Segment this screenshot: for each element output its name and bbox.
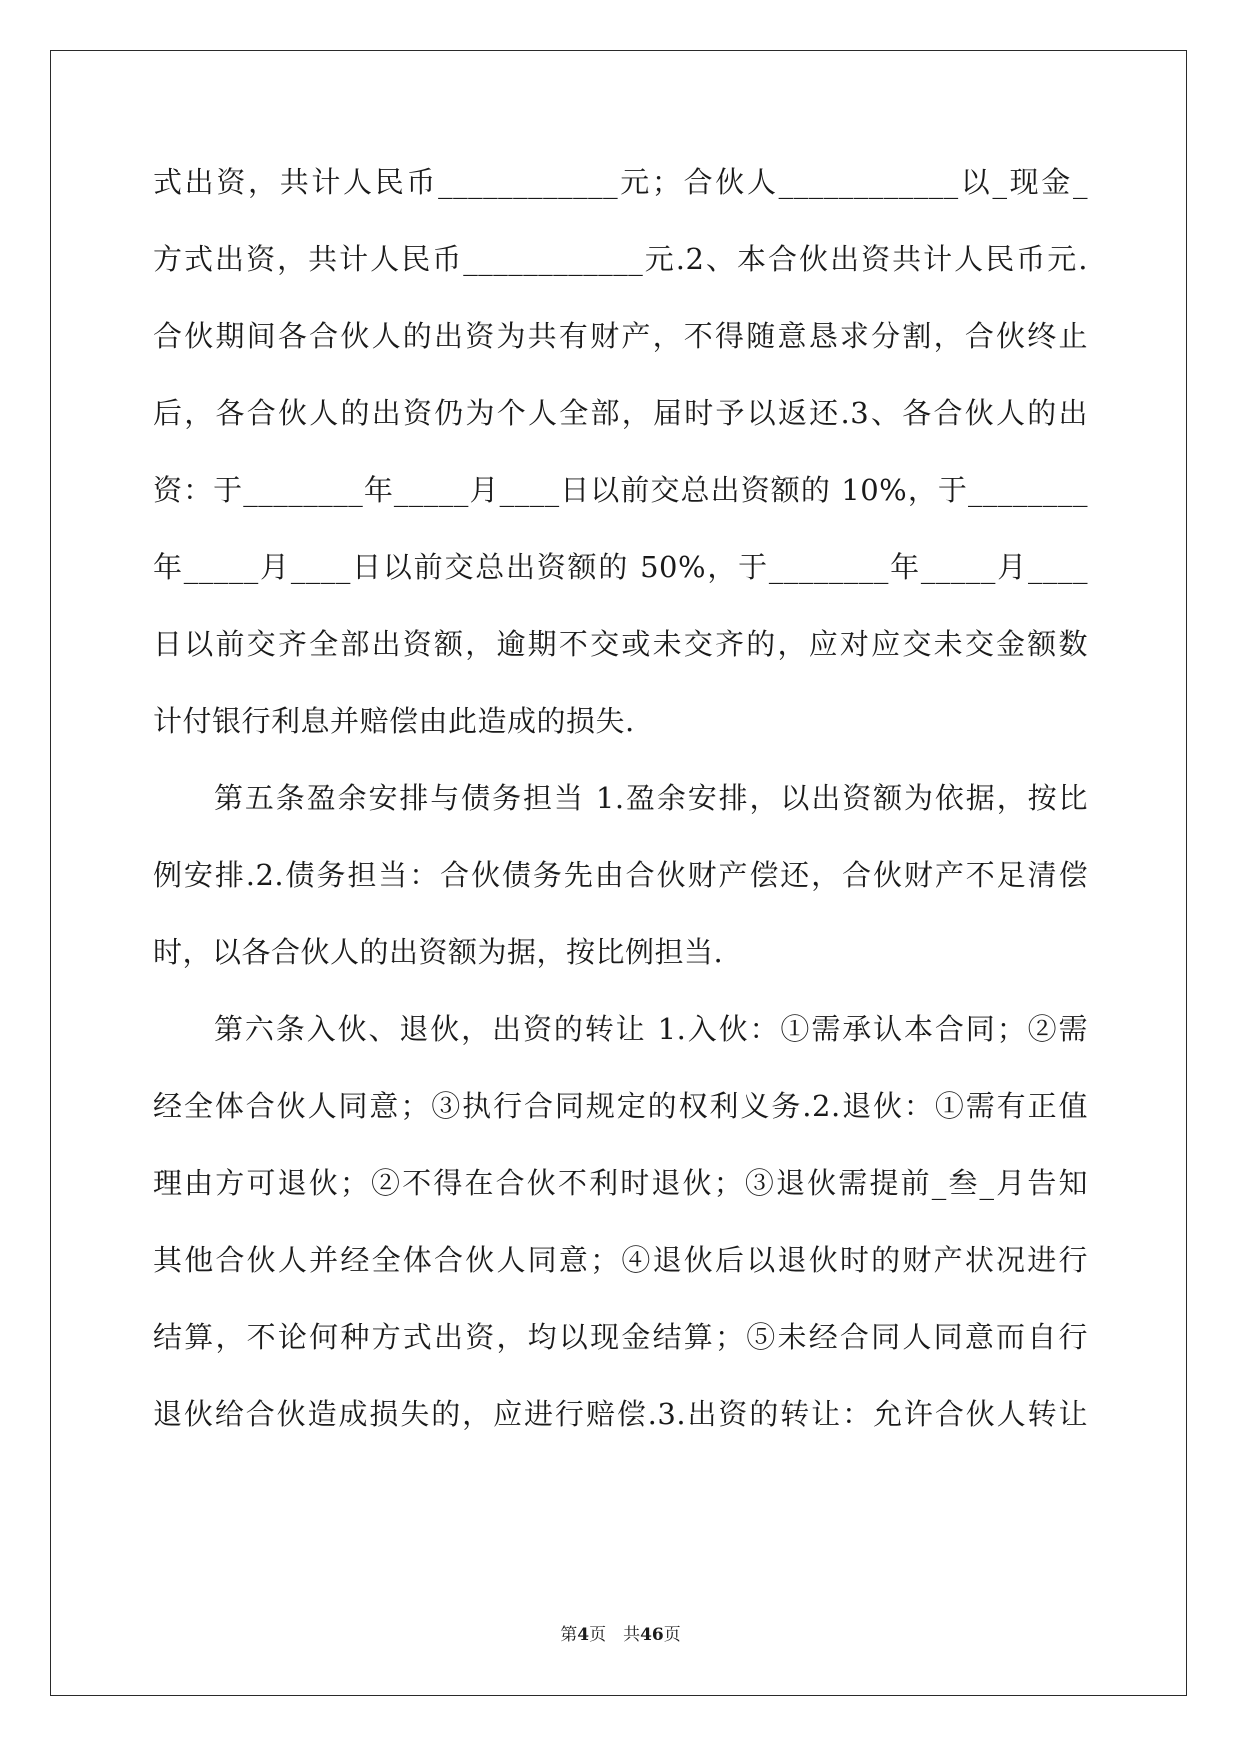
paragraph-article-5 (153, 778, 1088, 1009)
text-line: 时，以各合伙人的出资额为据，按比例担当. (153, 935, 724, 969)
paragraph-contribution (153, 162, 1088, 778)
text-line: 其他合伙人并经全体合伙人同意；④退伙后以退伙时的财产状况进行 (153, 1243, 1088, 1277)
text-line: 日以前交齐全部出资额，逾期不交或未交齐的，应对应交未交金额数 (153, 627, 1088, 661)
text-line: 结算，不论何种方式出资，均以现金结算；⑤未经合同人同意而自行 (153, 1320, 1088, 1354)
text-line: 退伙给合伙造成损失的，应进行赔偿.3.出资的转让：允许合伙人转让 (153, 1397, 1088, 1431)
paragraph-article-6 (153, 1009, 1088, 1471)
footer-prefix: 第 (560, 1625, 578, 1645)
text-line: 方式出资，共计人民币____________元.2、本合伙出资共计人民币元. (153, 242, 1088, 276)
text-line: 合伙期间各合伙人的出资为共有财产，不得随意恳求分割，合伙终止 (153, 319, 1088, 353)
text-line: 年_____月____日以前交总出资额的 50%，于________年_____月____ (153, 550, 1088, 584)
current-page-number: 4 (577, 1625, 590, 1645)
document-body (153, 162, 1088, 1471)
text-line: 资：于________年_____月____日以前交总出资额的 10%，于________ (153, 473, 1088, 507)
text-line: 理由方可退伙；②不得在合伙不利时退伙；③退伙需提前_叁_月告知 (153, 1166, 1088, 1200)
text-line: 式出资，共计人民币____________元；合伙人____________以_现金_ (153, 165, 1088, 199)
text-line: 第六条入伙、退伙，出资的转让 1.入伙：①需承认本合同；②需 (214, 1012, 1088, 1046)
total-page-count: 46 (640, 1625, 664, 1645)
text-line: 例安排.2.债务担当：合伙债务先由合伙财产偿还，合伙财产不足清偿 (153, 858, 1088, 892)
page-footer (0, 1620, 1241, 1645)
text-line: 经全体合伙人同意；③执行合同规定的权利义务.2.退伙：①需有正值 (153, 1089, 1088, 1123)
footer-suffix: 页 (663, 1625, 681, 1645)
text-line: 后，各合伙人的出资仍为个人全部，届时予以返还.3、各合伙人的出 (153, 396, 1088, 430)
text-line: 计付银行利息并赔偿由此造成的损失. (153, 704, 635, 738)
text-line: 第五条盈余安排与债务担当 1.盈余安排，以出资额为依据，按比 (214, 781, 1088, 815)
footer-mid: 页 共 (589, 1625, 641, 1645)
